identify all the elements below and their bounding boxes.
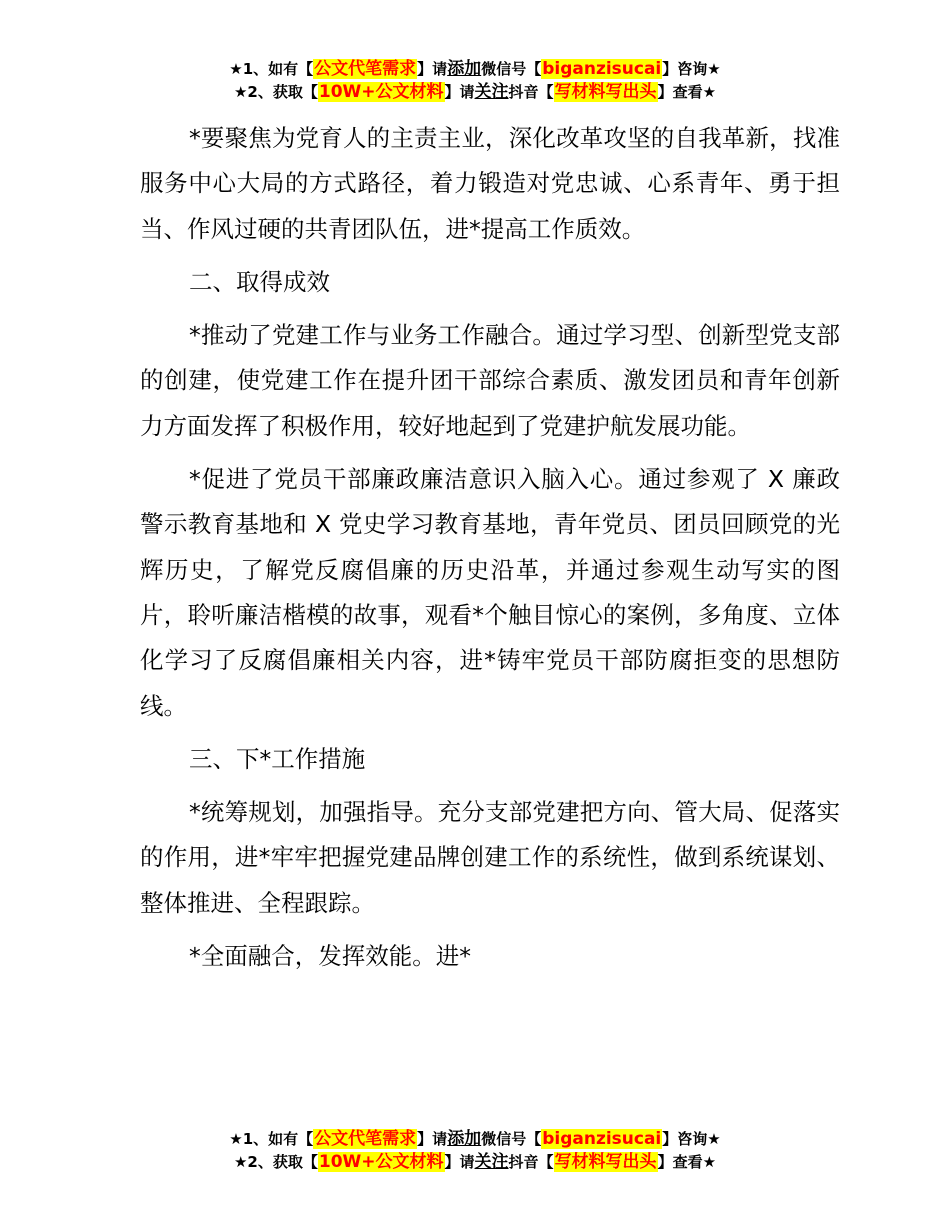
promo-text: 微信号【 [481, 60, 542, 78]
paragraph: *促进了党员干部廉政廉洁意识入脑入心。通过参观了 X 廉政警示教育基地和 X 党史学习教育基地，青年党员、团员回顾党的光辉历史，了解党反腐倡廉的历史沿革，并通过参观生动写实的图片，聆听廉洁楷模的故事，观看*个触目惊心的案例，多角度、立体化学习了反腐倡廉相关内容，进*铸牢党员干部防腐拒变的思想防线。 [140, 465, 840, 720]
promo-line-2 [0, 81, 950, 104]
promo-text: 抖音【 [508, 83, 554, 101]
promo-text: ★2、获取【 [233, 1153, 318, 1171]
promo-text: 】咨询★ [662, 60, 721, 78]
promo-text: 】请 [444, 1153, 475, 1171]
promo-text: 】查看★ [657, 1153, 717, 1171]
paragraph: *全面融合，发挥效能。进* [189, 942, 471, 971]
promo-emphasis: 添加 [447, 59, 482, 79]
paragraph: *要聚焦为党育人的主责主业，深化改革攻坚的自我革新，找准服务中心大局的方式路径，着力锻造对党忠诚、心系青年、勇于担当、作风过硬的共青团队伍，进*提高工作质效。 [140, 124, 840, 243]
douyin-id-highlight: 写材料写出头 [554, 1152, 657, 1172]
promo-text: 】咨询★ [662, 1130, 721, 1148]
promo-line-1 [0, 58, 950, 81]
promo-text: 】请 [444, 83, 475, 101]
promo-text: 】查看★ [657, 83, 717, 101]
promo-highlight: 公文代笔需求 [314, 59, 417, 79]
promo-banner-bottom [0, 1128, 950, 1174]
section-heading: 二、取得成效 [189, 267, 330, 296]
wechat-id-highlight: biganzisucai [542, 1129, 662, 1149]
promo-text: 抖音【 [508, 1153, 554, 1171]
promo-text: ★1、如有【 [229, 1130, 314, 1148]
promo-text: 】请 [417, 1130, 448, 1148]
promo-text: ★2、获取【 [233, 83, 318, 101]
promo-text: ★1、如有【 [229, 60, 314, 78]
promo-emphasis: 关注 [474, 1152, 509, 1172]
paragraph: *推动了党建工作与业务工作融合。通过学习型、创新型党支部的创建，使党建工作在提升团干部综合素质、激发团员和青年创新力方面发挥了积极作用，较好地起到了党建护航发展功能。 [140, 321, 840, 440]
document-body [140, 116, 840, 979]
promo-highlight: 10W+公文材料 [318, 82, 444, 102]
promo-text: 微信号【 [481, 1130, 542, 1148]
promo-banner-top [0, 58, 950, 104]
paragraph: *统筹规划，加强指导。充分支部党建把方向、管大局、促落实的作用，进*牢牢把握党建品牌创建工作的系统性，做到系统谋划、整体推进、全程跟踪。 [140, 798, 840, 917]
wechat-id-highlight: biganzisucai [542, 59, 662, 79]
section-heading: 三、下*工作措施 [189, 744, 366, 773]
promo-line-2 [0, 1151, 950, 1174]
promo-highlight: 10W+公文材料 [318, 1152, 444, 1172]
promo-emphasis: 添加 [447, 1129, 482, 1149]
promo-text: 】请 [417, 60, 448, 78]
douyin-id-highlight: 写材料写出头 [554, 82, 657, 102]
promo-highlight: 公文代笔需求 [314, 1129, 417, 1149]
promo-emphasis: 关注 [474, 82, 509, 102]
promo-line-1 [0, 1128, 950, 1151]
